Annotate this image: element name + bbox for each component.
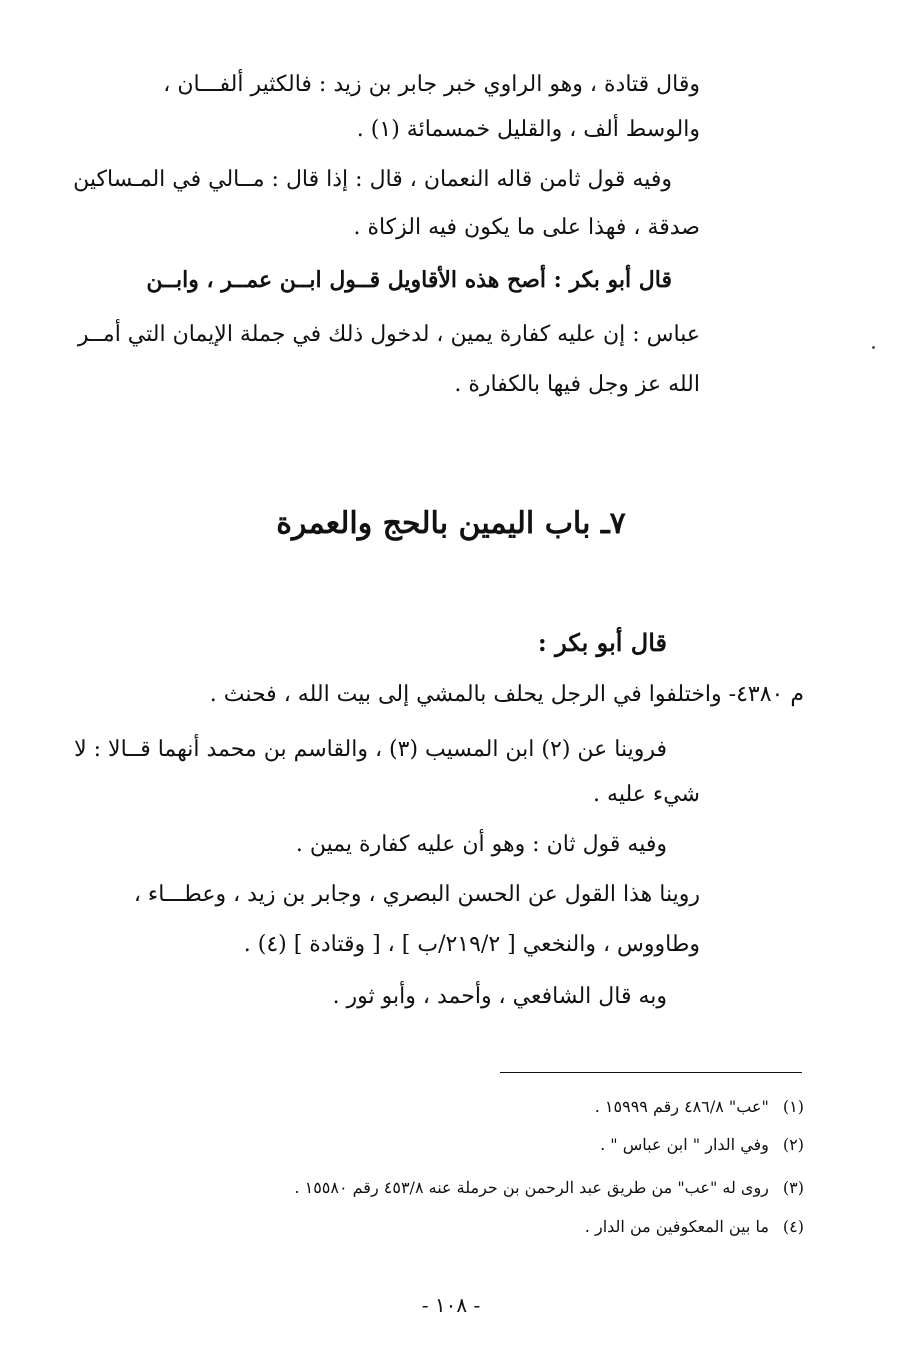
footnote bbox=[600, 1134, 804, 1156]
text-line: روينا هذا القول عن الحسن البصري ، وجابر بن زيد ، وعطـــاء ، bbox=[133, 882, 700, 907]
text-line: والوسط ألف ، والقليل خمسمائة (١) . bbox=[356, 117, 700, 142]
footnote-text: روى له "عب" من طريق عبد الرحمن بن حرملة عنه ٤٥٣/٨ رقم ١٥٥٨٠ . bbox=[294, 1178, 769, 1197]
footnote bbox=[294, 1177, 804, 1199]
chapter-heading: ٧ـ باب اليمين بالحج والعمرة bbox=[276, 506, 626, 541]
text-line: وفيه قول ثان : وهو أن عليه كفارة يمين . bbox=[295, 832, 667, 857]
text-line: الله عز وجل فيها بالكفارة . bbox=[454, 372, 700, 397]
footnote-text: "عب" ٤٨٦/٨ رقم ١٥٩٩٩ . bbox=[594, 1097, 769, 1116]
text-line: شيء عليه . bbox=[593, 782, 700, 807]
text-line: عباس : إن عليه كفارة يمين ، لدخول ذلك في جملة الإيمان التي أمــر bbox=[77, 322, 700, 347]
issue-line: م ٤٣٨٠- واختلفوا في الرجل يحلف بالمشي إلى بيت الله ، فحنث . bbox=[209, 682, 804, 707]
text-line: وفيه قول ثامن قاله النعمان ، قال : إذا قال : مــالي في المـساكين bbox=[73, 167, 672, 192]
footnote-number: (٣) bbox=[782, 1178, 804, 1197]
scan-speck bbox=[872, 346, 875, 349]
text-line: قال أبو بكر : أصح هذه الأقاويل قــول ابــن عمــر ، وابــن bbox=[146, 267, 672, 293]
footnote-number: (١) bbox=[782, 1097, 804, 1116]
footnote-divider bbox=[500, 1072, 802, 1073]
speaker-line: قال أبو بكر : bbox=[537, 628, 667, 657]
text-line: وقال قتادة ، وهو الراوي خبر جابر بن زيد : فالكثير ألفـــان ، bbox=[163, 72, 700, 97]
footnote bbox=[585, 1216, 804, 1238]
footnote-number: (٢) bbox=[782, 1135, 804, 1154]
footnote-text: وفي الدار " ابن عباس " . bbox=[600, 1135, 769, 1154]
text-line: وطاووس ، والنخعي [ ٢١٩/٢/ب ] ، [ وقتادة ] (٤) . bbox=[243, 932, 700, 957]
text-line: صدقة ، فهذا على ما يكون فيه الزكاة . bbox=[353, 215, 700, 240]
footnote-text: ما بين المعكوفين من الدار . bbox=[584, 1217, 769, 1236]
page-number: - ١٠٨ - bbox=[421, 1293, 481, 1317]
text-line: فروينا عن (٢) ابن المسيب (٣) ، والقاسم بن محمد أنهما قــالا : لا bbox=[74, 737, 667, 762]
footnote-number: (٤) bbox=[782, 1217, 804, 1236]
text-line: وبه قال الشافعي ، وأحمد ، وأبو ثور . bbox=[332, 984, 667, 1009]
footnote bbox=[595, 1096, 804, 1118]
